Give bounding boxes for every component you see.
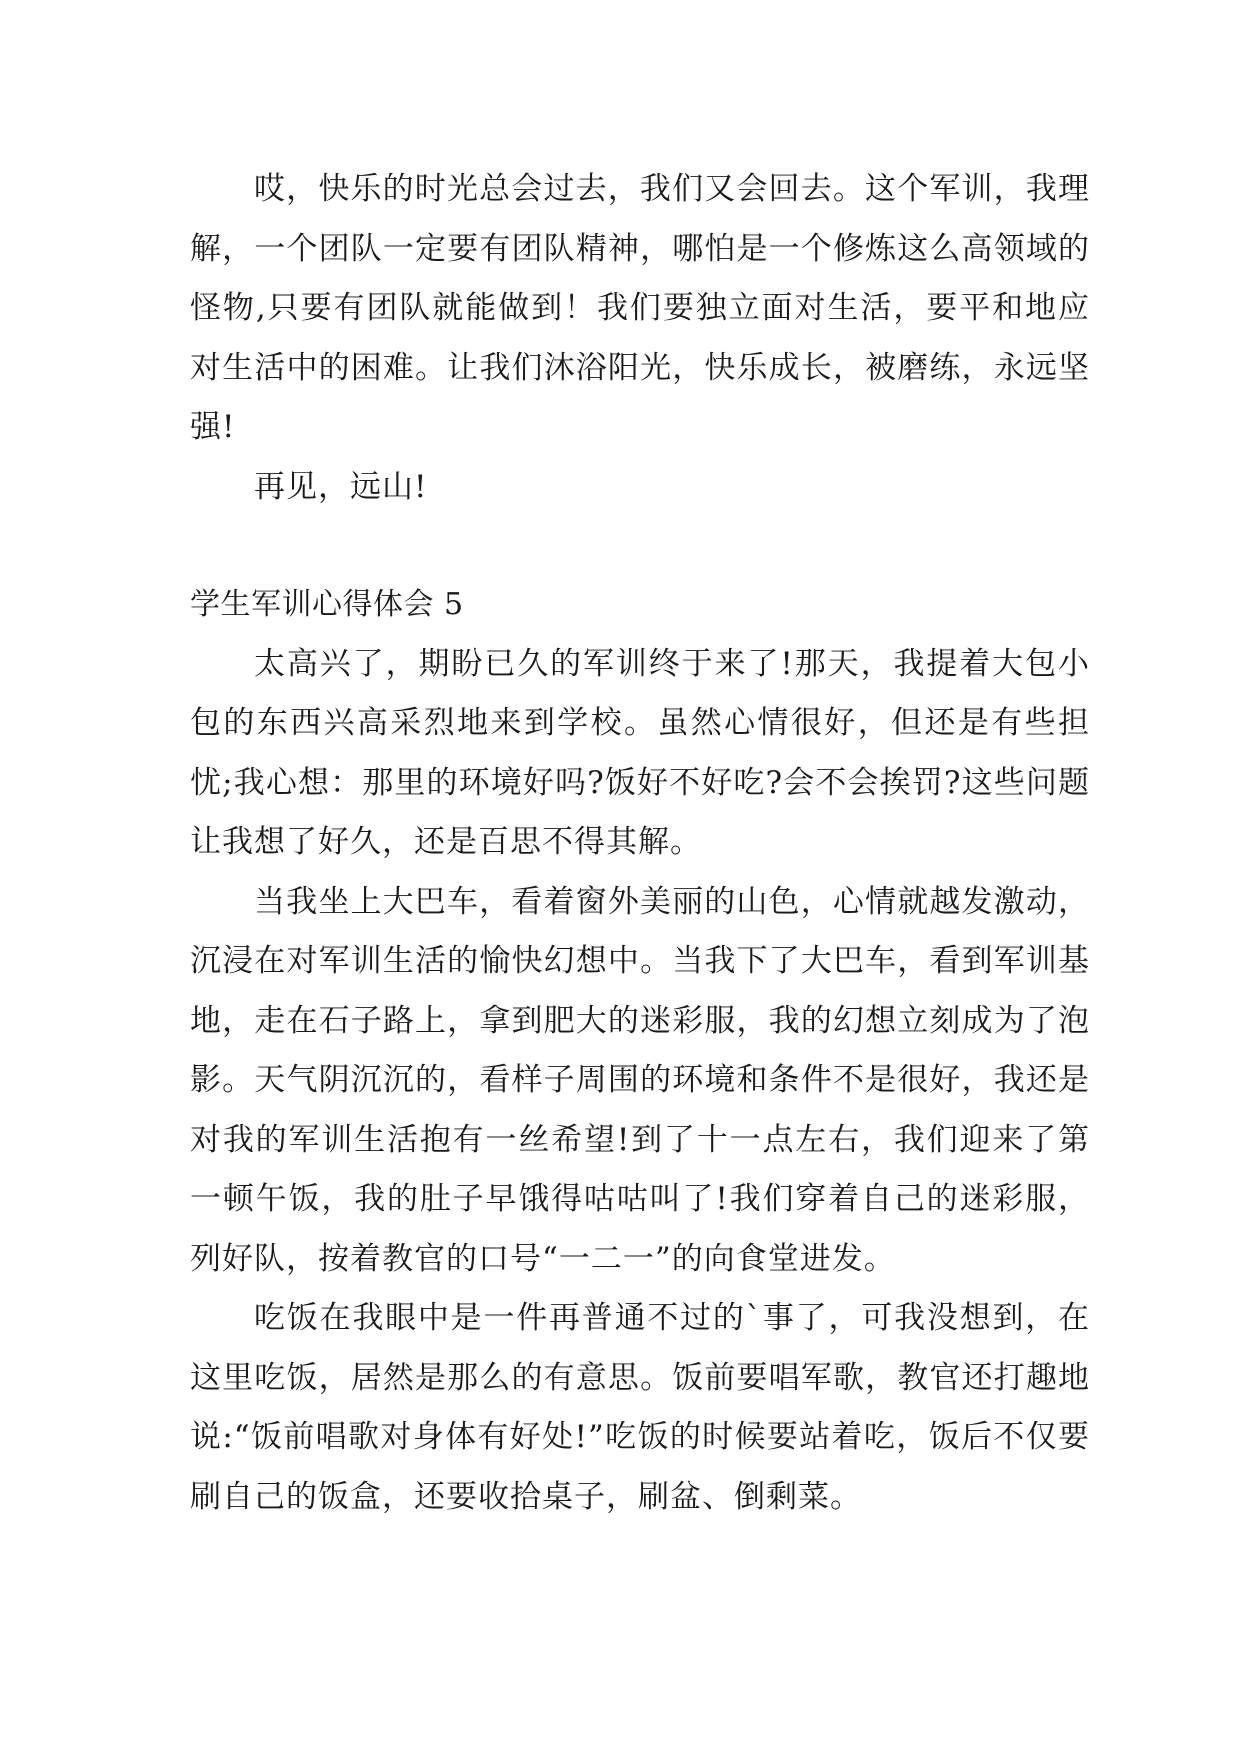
paragraph-goodbye: 再见，远山! xyxy=(254,468,428,505)
paragraph-anticipation: 太高兴了，期盼已久的军训终于来了!那天，我提着大包小包的东西兴高采烈地来到学校。虽然心情很好，但还是有些担忧;我心想：那里的环境好吗?饭好不好吃?会不会挨罚?这些问题让我想了好久，还是百思不得其解。 xyxy=(190,645,1090,860)
paragraph-arrival: 当我坐上大巴车，看着窗外美丽的山色，心情就越发激动，沉浸在对军训生活的愉快幻想中。当我下了大巴车，看到军训基地，走在石子路上，拿到肥大的迷彩服，我的幻想立刻成为了泡影。天气阴沉沉的，看样子周围的环境和条件不是很好，我还是对我的军训生活抱有一丝希望!到了十一点左右，我们迎来了第一顿午饭，我的肚子早饿得咕咕叫了!我们穿着自己的迷彩服，列好队，按着教官的口号“一二一”的向食堂进发。 xyxy=(190,883,1090,1277)
paragraph-mealtime: 吃饭在我眼中是一件再普通不过的`事了，可我没想到，在这里吃饭，居然是那么的有意思。饭前要唱军歌，教官还打趣地说:“饭前唱歌对身体有好处!”吃饭的时候要站着吃，饭后不仅要刷自己的饭盒，还要收拾桌子，刷盆、倒剩菜。 xyxy=(190,1300,1090,1515)
document-body xyxy=(190,160,1090,1527)
paragraph-farewell-reflection: 哎，快乐的时光总会过去，我们又会回去。这个军训，我理解，一个团队一定要有团队精神，哪怕是一个修炼这么高领域的怪物,只要有团队就能做到！我们要独立面对生活，要平和地应对生活中的困难。让我们沐浴阳光，快乐成长，被磨练，永远坚强! xyxy=(190,171,1090,445)
section-heading: 学生军训心得体会 5 xyxy=(190,587,464,622)
